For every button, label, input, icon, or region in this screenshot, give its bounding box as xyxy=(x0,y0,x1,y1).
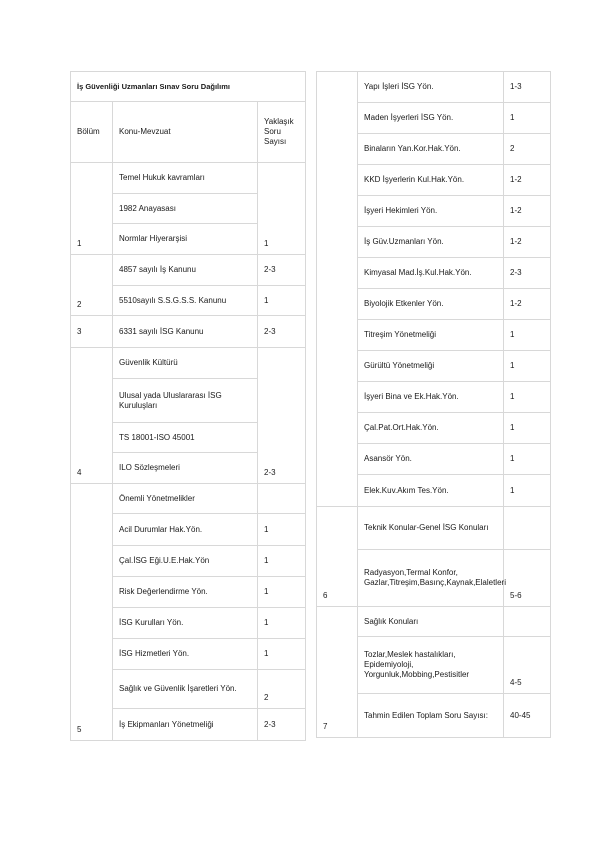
count-cell: 1 xyxy=(258,546,306,577)
exam-distribution-table-right xyxy=(316,71,551,738)
count-cell: 2-3 xyxy=(258,348,306,484)
table-row xyxy=(71,163,306,194)
topic-cell: TS 18001-ISO 45001 xyxy=(113,423,258,453)
topic-cell: Biyolojik Etkenler Yön. xyxy=(358,289,504,320)
count-cell: 1 xyxy=(258,639,306,670)
count-cell: 40-45 xyxy=(504,694,551,738)
count-cell: 1 xyxy=(504,475,551,507)
topic-cell: İşyeri Hekimleri Yön. xyxy=(358,196,504,227)
count-cell xyxy=(258,484,306,514)
table-row xyxy=(317,607,551,637)
section-cell: 4 xyxy=(71,348,113,484)
table-row xyxy=(317,507,551,550)
count-cell: 1-2 xyxy=(504,227,551,258)
topic-cell: Gürültü Yönetmeliği xyxy=(358,351,504,382)
topic-cell: İşyeri Bina ve Ek.Hak.Yön. xyxy=(358,382,504,413)
topic-cell: Risk Değerlendirme Yön. xyxy=(113,577,258,608)
topic-cell: ILO Sözleşmeleri xyxy=(113,453,258,484)
topic-cell: Teknik Konular-Genel İSG Konuları xyxy=(358,507,504,550)
count-cell: 1-2 xyxy=(504,196,551,227)
table-row xyxy=(71,348,306,379)
topic-cell: Radyasyon,Termal Konfor, Gazlar,Titreşim,Basınç,Kaynak,Elaletleri xyxy=(358,550,504,607)
count-cell: 5-6 xyxy=(504,550,551,607)
topic-cell: Çal.İSG Eği.U.E.Hak.Yön xyxy=(113,546,258,577)
topic-cell: Çal.Pat.Ort.Hak.Yön. xyxy=(358,413,504,444)
count-cell: 2 xyxy=(504,134,551,165)
section-cell: 1 xyxy=(71,163,113,255)
topic-cell: Elek.Kuv.Akım Tes.Yön. xyxy=(358,475,504,507)
table-header-row xyxy=(71,102,306,163)
count-cell: 1-2 xyxy=(504,289,551,320)
topic-cell: 4857 sayılı İş Kanunu xyxy=(113,255,258,286)
header-count: Yaklaşık Soru Sayısı xyxy=(258,102,306,163)
table-row xyxy=(71,316,306,348)
count-cell: 1-3 xyxy=(504,72,551,103)
topic-cell: Güvenlik Kültürü xyxy=(113,348,258,379)
count-cell xyxy=(504,607,551,637)
count-cell: 1-2 xyxy=(504,165,551,196)
count-cell: 1 xyxy=(258,286,306,316)
count-cell: 1 xyxy=(258,163,306,255)
topic-cell: Asansör Yön. xyxy=(358,444,504,475)
count-cell: 2-3 xyxy=(258,709,306,741)
topic-cell: Binaların Yan.Kor.Hak.Yön. xyxy=(358,134,504,165)
exam-distribution-table-left xyxy=(70,71,306,741)
topic-cell: Kimyasal Mad.İş.Kul.Hak.Yön. xyxy=(358,258,504,289)
topic-cell: Normlar Hiyerarşisi xyxy=(113,224,258,255)
count-cell: 2 xyxy=(258,670,306,709)
topic-cell: Maden İşyerleri İSG Yön. xyxy=(358,103,504,134)
count-cell: 2-3 xyxy=(258,255,306,286)
count-cell: 1 xyxy=(504,413,551,444)
topic-cell: KKD İşyerlerin Kul.Hak.Yön. xyxy=(358,165,504,196)
topic-cell: Sağlık Konuları xyxy=(358,607,504,637)
topic-cell: Acil Durumlar Hak.Yön. xyxy=(113,514,258,546)
topic-cell: Sağlık ve Güvenlik İşaretleri Yön. xyxy=(113,670,258,709)
count-cell: 1 xyxy=(504,103,551,134)
count-cell: 4-5 xyxy=(504,637,551,694)
section-cell: 6 xyxy=(317,507,358,607)
count-cell: 1 xyxy=(258,577,306,608)
section-cell: 7 xyxy=(317,607,358,738)
count-cell: 2-3 xyxy=(258,316,306,348)
header-section: Bölüm xyxy=(71,102,113,163)
count-cell: 2-3 xyxy=(504,258,551,289)
count-cell: 1 xyxy=(504,320,551,351)
topic-cell: Yapı İşleri İSG Yön. xyxy=(358,72,504,103)
topic-cell: Tahmin Edilen Toplam Soru Sayısı: xyxy=(358,694,504,738)
topic-cell: İSG Kurulları Yön. xyxy=(113,608,258,639)
topic-cell: Ulusal yada Uluslararası İSG Kuruluşları xyxy=(113,379,258,423)
table-title-row xyxy=(71,72,306,102)
topic-cell: İş Güv.Uzmanları Yön. xyxy=(358,227,504,258)
topic-cell: İSG Hizmetleri Yön. xyxy=(113,639,258,670)
count-cell xyxy=(504,507,551,550)
section-cell: 3 xyxy=(71,316,113,348)
count-cell: 1 xyxy=(504,351,551,382)
topic-cell: 1982 Anayasası xyxy=(113,194,258,224)
table-row xyxy=(71,255,306,286)
topic-cell: İş Ekipmanları Yönetmeliği xyxy=(113,709,258,741)
section-cell: 5 xyxy=(71,484,113,741)
count-cell: 1 xyxy=(258,608,306,639)
count-cell: 1 xyxy=(258,514,306,546)
table-row xyxy=(71,484,306,514)
section-cell xyxy=(317,72,358,507)
topic-cell: Temel Hukuk kavramları xyxy=(113,163,258,194)
section-cell: 2 xyxy=(71,255,113,316)
table-title: İş Güvenliği Uzmanları Sınav Soru Dağılımı xyxy=(71,72,306,102)
count-cell: 1 xyxy=(504,382,551,413)
topic-cell: Tozlar,Meslek hastalıkları, Epidemiyoloji, Yorgunluk,Mobbing,Pestisitler xyxy=(358,637,504,694)
table-row xyxy=(317,72,551,103)
topic-cell: Titreşim Yönetmeliği xyxy=(358,320,504,351)
count-cell: 1 xyxy=(504,444,551,475)
header-topic: Konu-Mevzuat xyxy=(113,102,258,163)
topic-cell: 5510sayılı S.S.G.S.S. Kanunu xyxy=(113,286,258,316)
topic-cell: Önemli Yönetmelikler xyxy=(113,484,258,514)
topic-cell: 6331 sayılı İSG Kanunu xyxy=(113,316,258,348)
